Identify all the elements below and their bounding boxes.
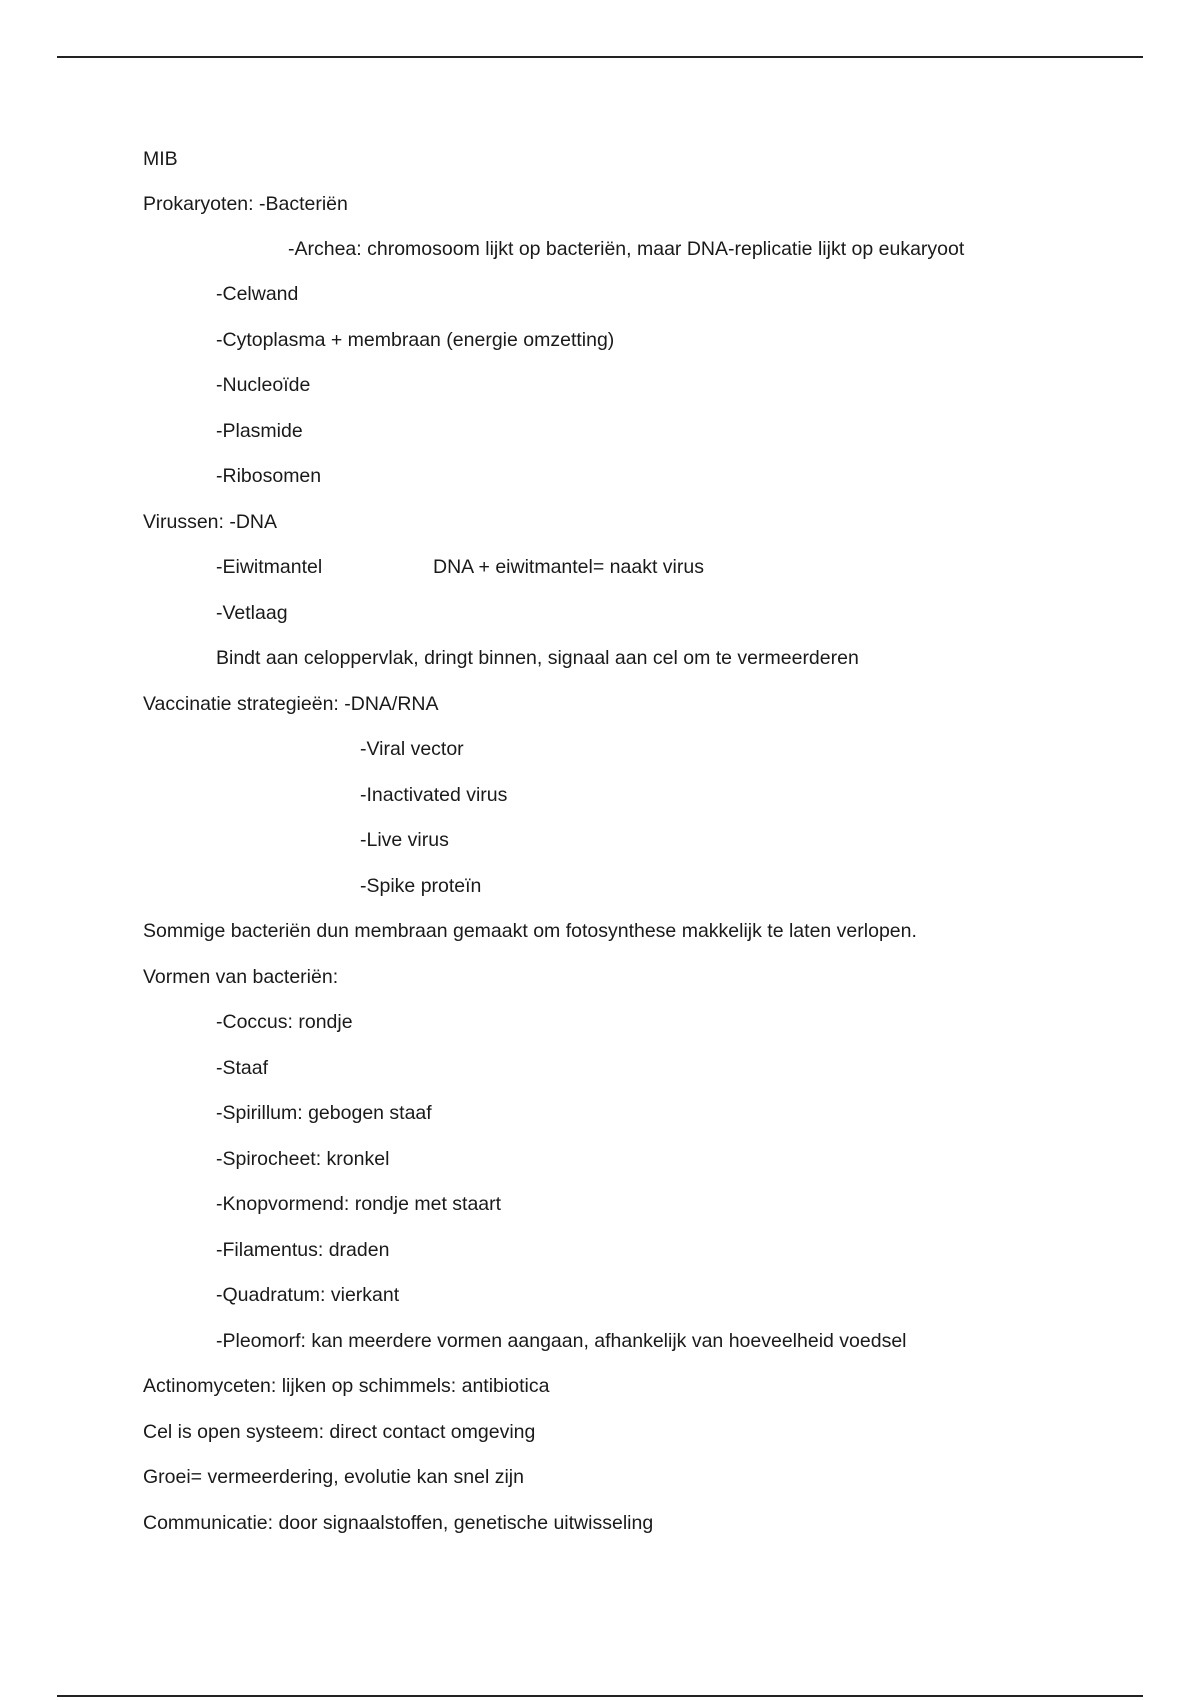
prokaryoten-heading: Prokaryoten: -Bacteriën <box>143 193 348 215</box>
prokaryoten-item: -Celwand <box>216 283 299 305</box>
prokaryoten-item: -Cytoplasma + membraan (energie omzetting) <box>216 329 615 351</box>
vormen-item: -Filamentus: draden <box>216 1239 390 1261</box>
actinomyceten-text: Actinomyceten: lijken op schimmels: antibiotica <box>143 1375 550 1397</box>
fotosynthese-text: Sommige bacteriën dun membraan gemaakt om fotosynthese makkelijk te laten verlopen. <box>143 920 917 942</box>
document-title: MIB <box>143 148 178 170</box>
vormen-item: -Spirillum: gebogen staaf <box>216 1102 432 1124</box>
vaccinatie-heading: Vaccinatie strategieën: -DNA/RNA <box>143 693 439 715</box>
vaccinatie-item: -Viral vector <box>360 738 464 760</box>
footer-rule <box>57 1695 1143 1697</box>
open-systeem-text: Cel is open systeem: direct contact omgeving <box>143 1421 536 1443</box>
prokaryoten-archea: -Archea: chromosoom lijkt op bacteriën, maar DNA-replicatie lijkt op eukaryoot <box>288 238 965 260</box>
vormen-heading: Vormen van bacteriën: <box>143 966 339 988</box>
vormen-item: -Quadratum: vierkant <box>216 1284 400 1306</box>
prokaryoten-item: -Nucleoïde <box>216 374 311 396</box>
vaccinatie-item: -Spike proteïn <box>360 875 482 897</box>
groei-text: Groei= vermeerdering, evolutie kan snel zijn <box>143 1466 524 1488</box>
vormen-item: -Pleomorf: kan meerdere vormen aangaan, afhankelijk van hoeveelheid voedsel <box>216 1330 907 1352</box>
vaccinatie-item: -Live virus <box>360 829 449 851</box>
virussen-vetlaag: -Vetlaag <box>216 602 288 624</box>
virussen-heading: Virussen: -DNA <box>143 511 278 533</box>
vormen-item: -Coccus: rondje <box>216 1011 353 1033</box>
prokaryoten-item: -Ribosomen <box>216 465 322 487</box>
virussen-side-note: DNA + eiwitmantel= naakt virus <box>433 556 704 578</box>
vaccinatie-item: -Inactivated virus <box>360 784 508 806</box>
communicatie-text: Communicatie: door signaalstoffen, genetische uitwisseling <box>143 1512 654 1534</box>
virussen-binding: Bindt aan celoppervlak, dringt binnen, signaal aan cel om te vermeerderen <box>216 647 859 669</box>
vormen-item: -Knopvormend: rondje met staart <box>216 1193 502 1215</box>
virussen-eiwitmantel: -Eiwitmantel <box>216 556 323 578</box>
vormen-item: -Spirocheet: kronkel <box>216 1148 390 1170</box>
vormen-item: -Staaf <box>216 1057 269 1079</box>
prokaryoten-item: -Plasmide <box>216 420 303 442</box>
